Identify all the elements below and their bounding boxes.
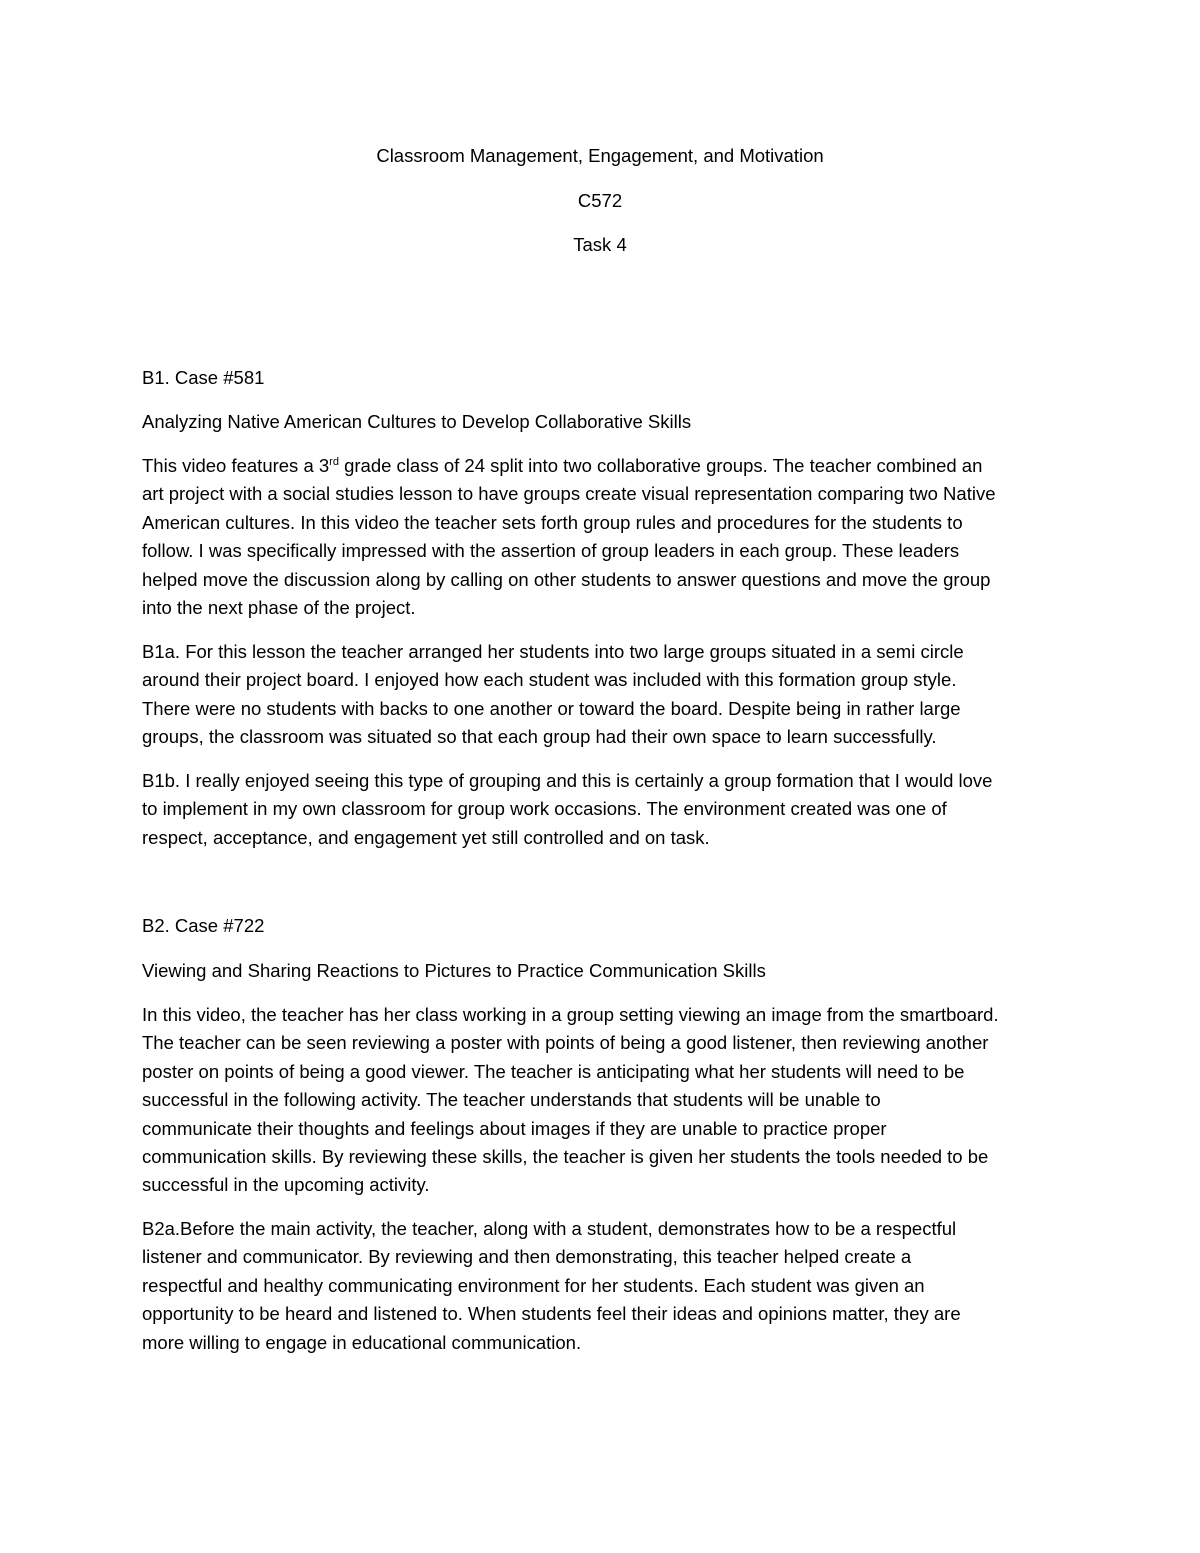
b1-line-5: helped move the discussion along by calling on other students to answer questions and move the group: [142, 568, 991, 590]
b1a-line-4: groups, the classroom was situated so that each group had their own space to learn successfully.: [142, 726, 937, 748]
b2-line-3: poster on points of being a good viewer. The teacher is anticipating what her students will need to be: [142, 1060, 965, 1082]
b1-paragraph: [142, 452, 1062, 622]
b1-case-subtitle: Analyzing Native American Cultures to Develop Collaborative Skills: [142, 411, 692, 432]
b2-line-2: The teacher can be seen reviewing a poster with points of being a good listener, then reviewing another: [142, 1032, 989, 1054]
b2-line-4: successful in the following activity. The teacher understands that students will be unable to: [142, 1089, 881, 1111]
task-label: Task 4: [573, 234, 627, 255]
b1-line-1-part-a: This video features a 3: [142, 455, 330, 476]
b1-line-1-part-b: grade class of 24 split into two collaborative groups. The teacher combined an: [338, 455, 983, 476]
b2-case-subtitle: Viewing and Sharing Reactions to Pictures to Practice Communication Skills: [142, 960, 766, 981]
b2a-line-3: respectful and healthy communicating environment for her students. Each student was given an: [142, 1274, 925, 1296]
document-title: Classroom Management, Engagement, and Motivation: [376, 145, 824, 166]
b1b-line-1: B1b. I really enjoyed seeing this type of grouping and this is certainly a group formation that I would love: [142, 770, 993, 791]
b1-line-1: [142, 452, 1062, 480]
b1-line-3: American cultures. In this video the teacher sets forth group rules and procedures for the students to: [142, 511, 963, 533]
b1-line-6: into the next phase of the project.: [142, 596, 416, 618]
course-code: C572: [577, 190, 623, 211]
b2-line-6: communication skills. By reviewing these skills, the teacher is given her students the tools needed to be: [142, 1145, 989, 1167]
b2a-paragraph: [142, 1215, 1062, 1357]
b1-line-2: art project with a social studies lesson to have groups create visual representation comparing two Native: [142, 483, 996, 505]
b1b-paragraph: [142, 767, 1062, 852]
b1-line-4: follow. I was specifically impressed with the assertion of group leaders in each group. These leaders: [142, 540, 960, 562]
b2-line-7: successful in the upcoming activity.: [142, 1174, 430, 1196]
b1b-line-2: to implement in my own classroom for group work occasions. The environment created was one of: [142, 798, 947, 820]
b1a-line-2: around their project board. I enjoyed how each student was included with this formation group style.: [142, 669, 957, 691]
b1b-line-3: respect, acceptance, and engagement yet still controlled and on task.: [142, 826, 710, 848]
b2a-line-2: listener and communicator. By reviewing and then demonstrating, this teacher helped create a: [142, 1246, 912, 1268]
b2-paragraph: [142, 1001, 1062, 1200]
b2a-line-1: B2a.Before the main activity, the teacher, along with a student, demonstrates how to be a respectful: [142, 1218, 957, 1239]
b1-case-heading: B1. Case #581: [142, 367, 265, 388]
b2a-line-4: opportunity to be heard and listened to. When students feel their ideas and opinions matter, they are: [142, 1303, 961, 1325]
b2-case-heading: B2. Case #722: [142, 915, 265, 936]
b2-line-5: communicate their thoughts and feelings about images if they are unable to practice proper: [142, 1117, 887, 1139]
b2a-line-5: more willing to engage in educational communication.: [142, 1331, 582, 1353]
ordinal-superscript: rd: [329, 455, 339, 468]
b2-line-1: In this video, the teacher has her class working in a group setting viewing an image from the smartboard.: [142, 1004, 999, 1025]
b1a-paragraph: [142, 638, 1062, 752]
b1a-line-3: There were no students with backs to one another or toward the board. Despite being in rather large: [142, 697, 961, 719]
b1a-line-1: B1a. For this lesson the teacher arranged her students into two large groups situated in a semi circle: [142, 641, 964, 662]
